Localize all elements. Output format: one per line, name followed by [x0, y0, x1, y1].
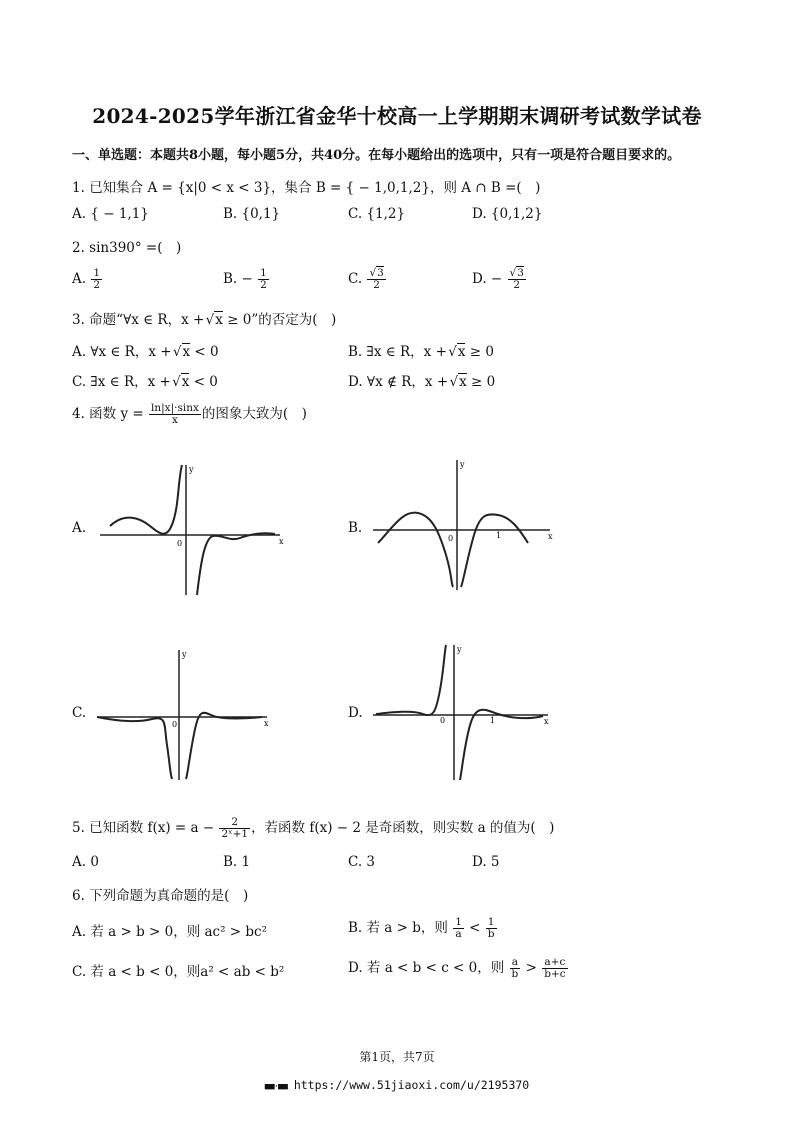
curve-right	[197, 533, 275, 595]
origin-label: 0	[440, 716, 446, 725]
curve-right	[460, 710, 543, 780]
graph-a	[95, 460, 290, 600]
watermark-logo-icon: ■■·■■	[264, 1082, 287, 1092]
graph-b-label: B.	[348, 520, 363, 536]
question-1-option-d: D. {0,1,2}	[472, 206, 543, 222]
curve-left	[376, 645, 446, 715]
origin-label: 0	[172, 720, 178, 729]
question-1-option-b: B. {0,1}	[223, 206, 281, 222]
question-1-number: 1.	[72, 180, 85, 196]
x-axis-label: x	[544, 717, 549, 726]
question-5-option-c: C. 3	[348, 854, 376, 870]
curve-right	[186, 713, 262, 779]
exam-title: 2024-2025学年浙江省金华十校高一上学期期末调研考试数学试卷	[92, 104, 702, 128]
y-axis-label: y	[457, 645, 462, 654]
question-2-stem: 2. sin390° =( )	[72, 240, 182, 256]
x-axis-label: x	[279, 537, 284, 546]
question-5-stem: 5. 已知函数 f(x) = a − $\frac{2}{\text{2ˣ+1}}$ ，若函数 f(x) − 2 是奇函数，则实数 a 的值为( )	[72, 816, 555, 840]
x-axis-label: x	[264, 719, 269, 728]
question-6-stem: 6. 下列命题为真命题的是( )	[72, 888, 249, 904]
fraction: $\frac{a+c}{b+c}$	[544, 956, 566, 980]
watermark	[0, 1078, 794, 1092]
question-2-option-b: B. − $\frac{1}{2}$	[223, 267, 267, 291]
graph-c-label: C.	[72, 705, 87, 721]
question-6-option-a: A. 若 a > b > 0，则 ac² > bc²	[72, 924, 268, 940]
fraction: $\frac{1}{2}$	[93, 267, 101, 291]
fraction: $\frac{a}{b}$	[511, 956, 519, 980]
graph-a-label: A.	[72, 520, 87, 536]
question-3-stem: 3. 命题“∀x ∈ R，x + √x ≥ 0”的否定为( )	[72, 312, 337, 328]
graph-c	[92, 645, 282, 785]
question-5-option-d: D. 5	[472, 854, 500, 870]
fraction: $\frac{1}{a}$	[455, 916, 462, 940]
question-3-option-b: B. ∃x ∈ R，x + √x ≥ 0	[348, 344, 494, 360]
fraction: $\frac{2}{\text{2ˣ+1}}$	[221, 816, 249, 840]
y-axis-label: y	[182, 650, 187, 659]
page-footer: 第1页，共7页	[359, 1050, 435, 1064]
section-heading: 一、单选题：本题共8小题，每小题5分，共40分。在每小题给出的选项中，只有一项是符合题目要求的。	[72, 148, 681, 163]
watermark-url[interactable]: https://www.51jiaoxi.com/u/2195370	[293, 1078, 530, 1092]
question-6-option-b: B. 若 a > b，则 $\frac{1}{a}$ < $\frac{1}{b}$	[348, 916, 495, 940]
origin-label: 0	[448, 534, 454, 543]
question-6-option-c: C. 若 a < b < 0，则a² < ab < b²	[72, 964, 285, 980]
tick-one-label: 1	[490, 716, 496, 725]
tick-one-label: 1	[496, 531, 502, 540]
question-1-option-c: C. {1,2}	[348, 206, 406, 222]
y-axis-label: y	[460, 460, 465, 469]
fraction: $\frac{1}{2}$	[260, 267, 267, 291]
question-5-option-b: B. 1	[223, 854, 251, 870]
graph-b	[368, 455, 558, 595]
question-5-option-a: A. 0	[72, 854, 99, 870]
question-2-option-c: C. $\frac{√3}{2}$	[348, 267, 384, 291]
question-1-stem	[72, 176, 540, 196]
question-4-stem: 4. 函数 y = $\frac{\ln|x|\cdot\sin x}{x}$ 的图象大致为( )	[72, 402, 307, 426]
curve-right	[461, 514, 528, 587]
origin-label: 0	[177, 539, 183, 548]
y-axis-label: y	[189, 465, 194, 474]
curve-left	[378, 513, 453, 587]
x-axis-label: x	[548, 532, 553, 541]
question-3-option-d: D. ∀x ∉ R，x + √x ≥ 0	[348, 374, 496, 390]
question-2-option-a: A. $\frac{1}{2}$	[72, 267, 101, 291]
graph-d-label: D.	[348, 705, 363, 721]
question-3-option-c: C. ∃x ∈ R，x + √x < 0	[72, 374, 218, 390]
fraction: $\frac{√3}{2}$	[509, 267, 524, 291]
fraction: $\frac{√3}{2}$	[369, 267, 384, 291]
question-6-option-d: D. 若 a < b < c < 0，则 $\frac{a}{b}$ > $\frac{a+c}{b+c}$	[348, 956, 566, 980]
question-3-option-a: A. ∀x ∈ R，x + √x < 0	[72, 344, 219, 360]
fraction: $\frac{1}{b}$	[487, 916, 495, 940]
question-1-option-a: A. { − 1,1}	[72, 206, 149, 222]
question-1-text: 已知集合 A = {x|0 < x < 3}，集合 B = { − 1,0,1,2}，则 A ∩ B =( )	[89, 180, 541, 196]
graph-d	[368, 640, 558, 785]
curve-left	[110, 465, 182, 534]
question-2-option-d: D. − $\frac{√3}{2}$	[472, 267, 524, 291]
fraction: $\frac{\ln|x|\cdot\sin x}{x}$	[151, 402, 199, 426]
curve-left	[97, 717, 172, 779]
